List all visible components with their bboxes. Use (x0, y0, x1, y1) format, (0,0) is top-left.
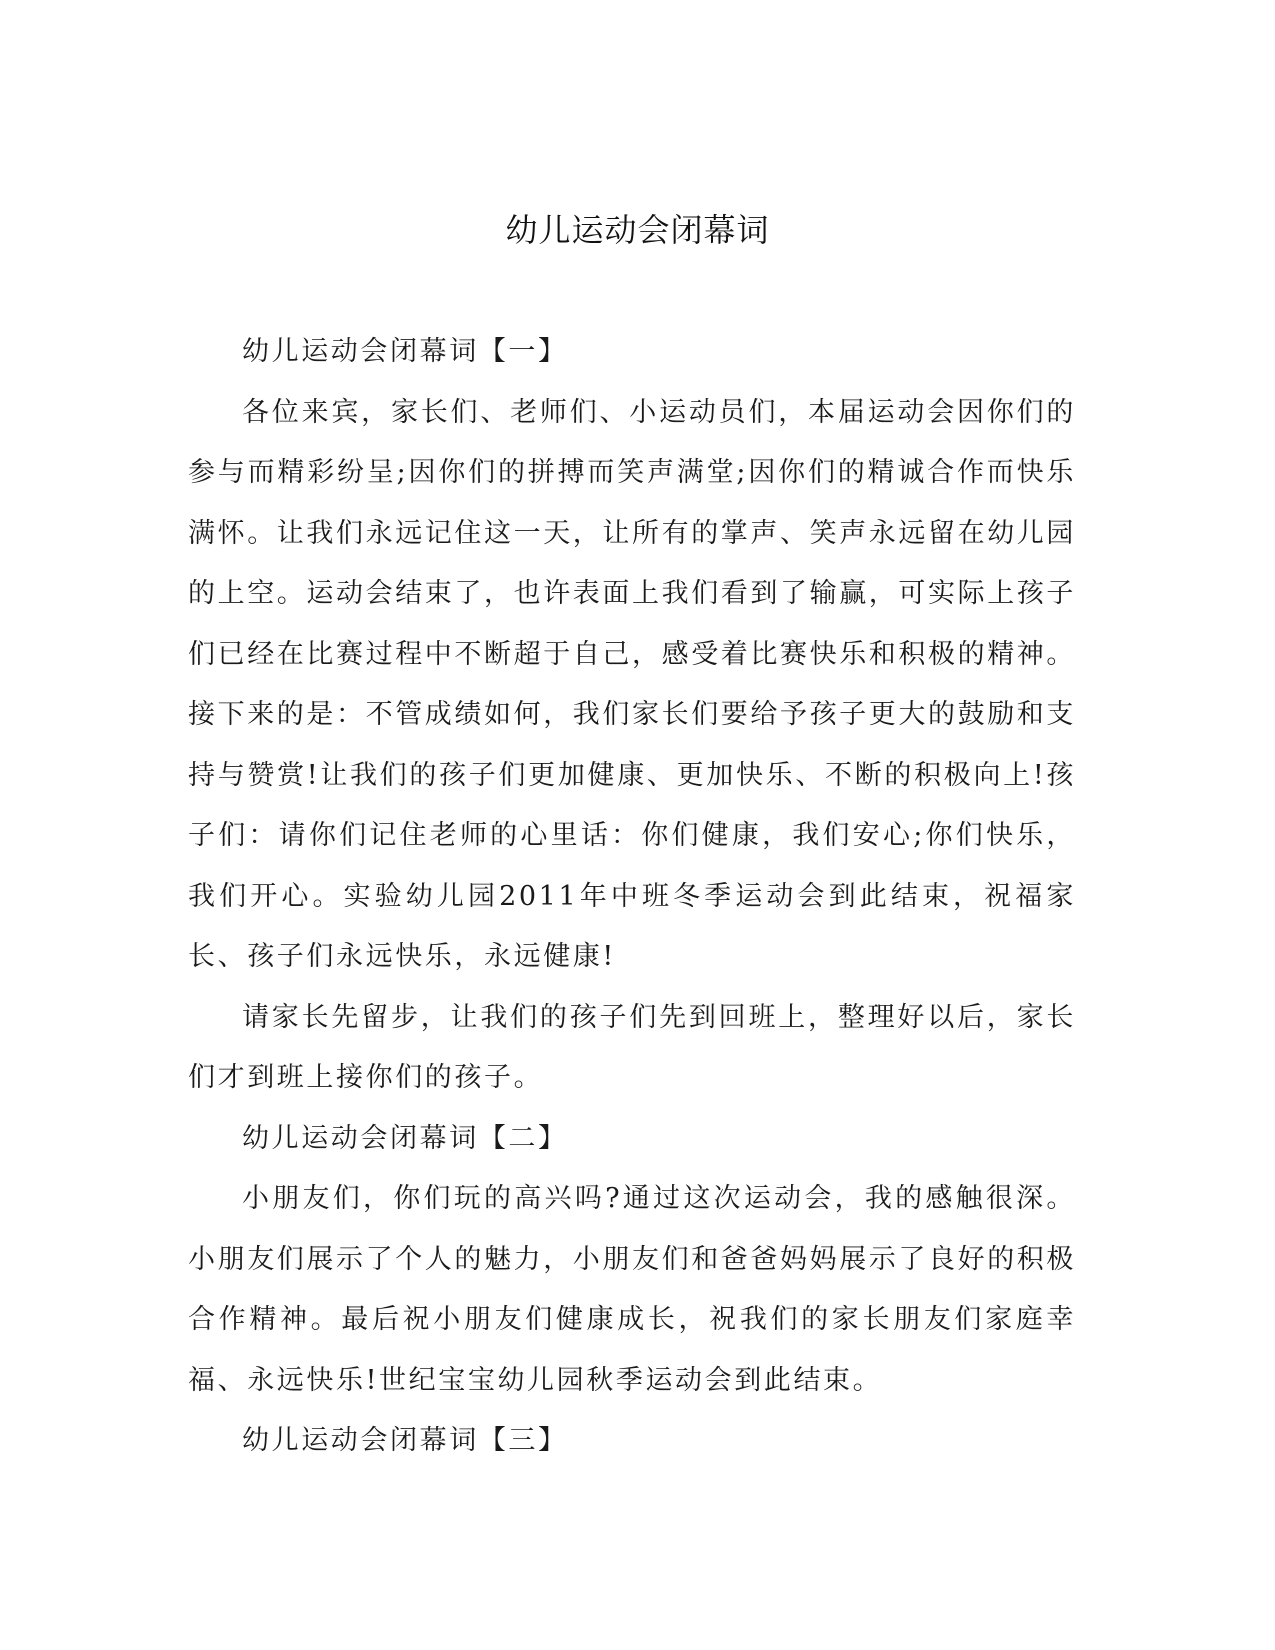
section-heading-1: 幼儿运动会闭幕词【一】 (242, 336, 568, 367)
paragraph-3: 小朋友们，你们玩的高兴吗?通过这次运动会，我的感触很深。小朋友们展示了个人的魅力，小朋友们和爸爸妈妈展示了良好的积极合作精神。最后祝小朋友们健康成长，祝我们的家长朋友们家庭幸福、永远快乐!世纪宝宝幼儿园秋季运动会到此结束。 (188, 1183, 1076, 1396)
section-heading-3: 幼儿运动会闭幕词【三】 (242, 1425, 568, 1456)
paragraph-1: 各位来宾，家长们、老师们、小运动员们，本届运动会因你们的参与而精彩纷呈;因你们的拼搏而笑声满堂;因你们的精诚合作而快乐满怀。让我们永远记住这一天，让所有的掌声、笑声永远留在幼儿园的上空。运动会结束了，也许表面上我们看到了输赢，可实际上孩子们已经在比赛过程中不断超于自己，感受着比赛快乐和积极的精神。接下来的是：不管成绩如何，我们家长们要给予孩子更大的鼓励和支持与赞赏!让我们的孩子们更加健康、更加快乐、不断的积极向上!孩子们：请你们记住老师的心里话：你们健康，我们安心;你们快乐，我们开心。实验幼儿园2011年中班冬季运动会到此结束，祝福家长、孩子们永远快乐，永远健康! (188, 396, 1076, 972)
section-heading-2: 幼儿运动会闭幕词【二】 (242, 1122, 568, 1154)
paragraph-2: 请家长先留步，让我们的孩子们先到回班上，整理好以后，家长们才到班上接你们的孩子。 (188, 1001, 1076, 1093)
document-body (188, 322, 1076, 1472)
document-title: 幼儿运动会闭幕词 (505, 211, 770, 249)
